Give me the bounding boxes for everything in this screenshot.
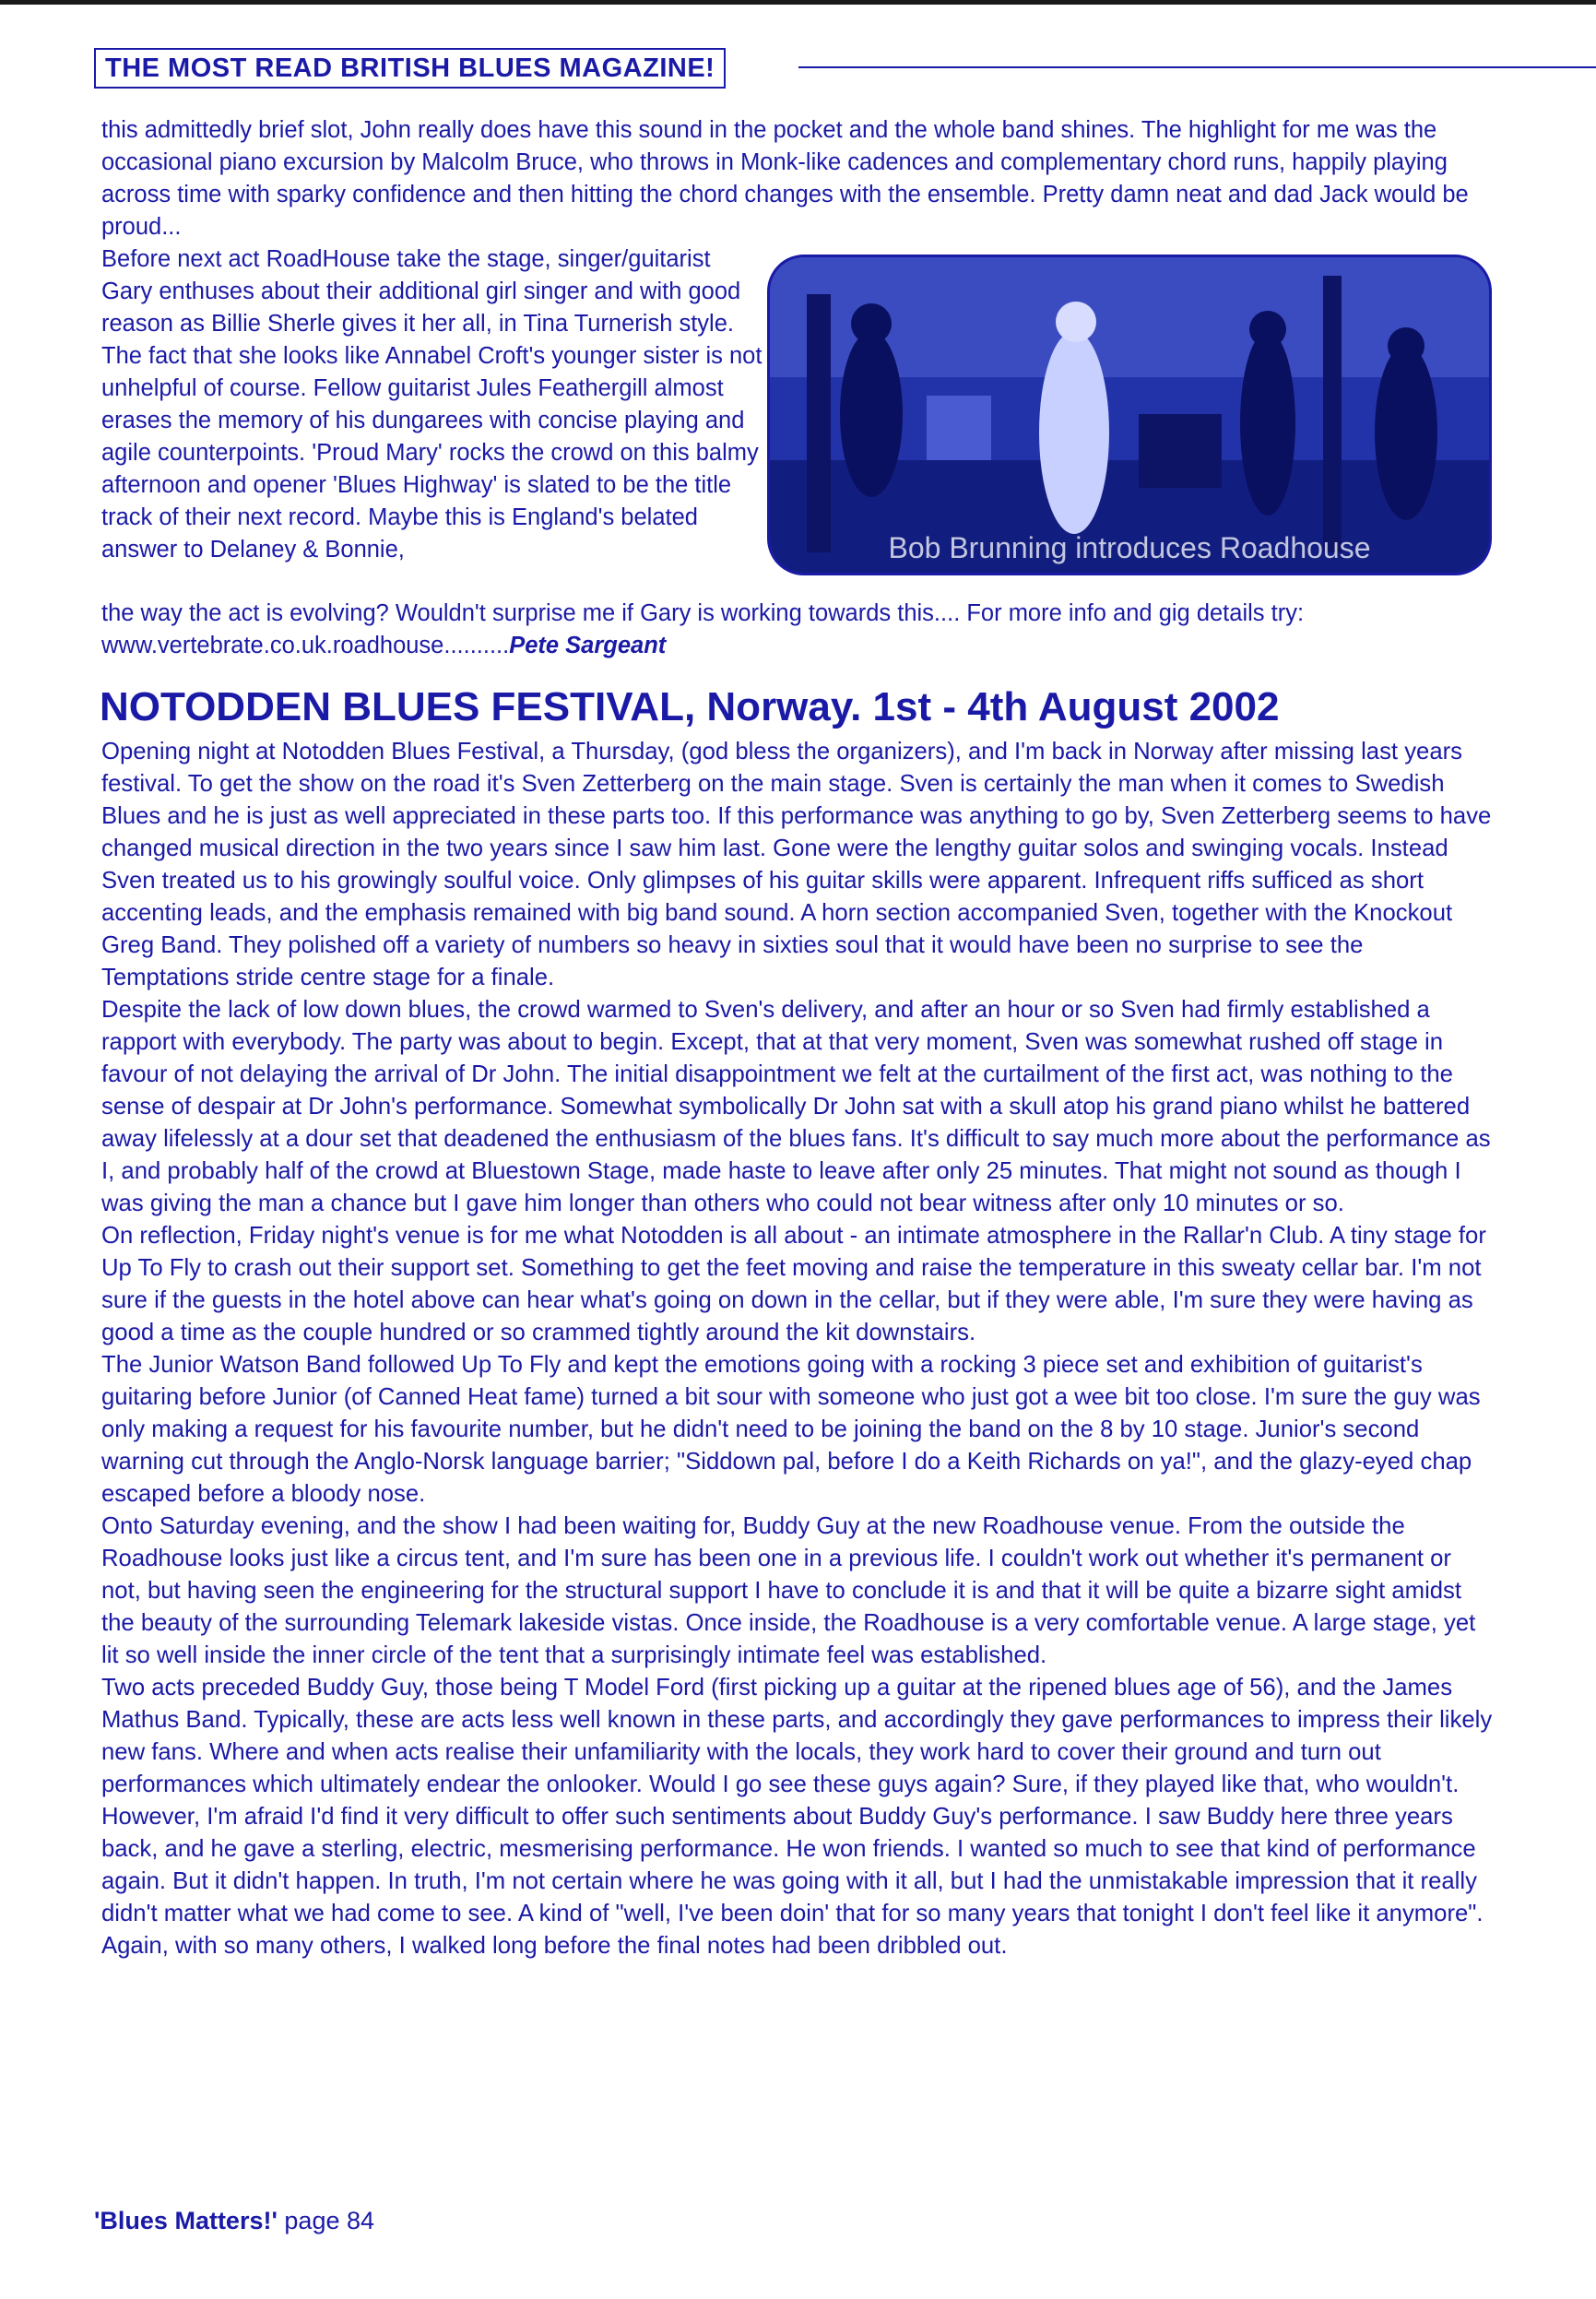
footer-magazine-name: 'Blues Matters!'	[94, 2207, 278, 2234]
article-paragraph: Onto Saturday evening, and the show I had been waiting for, Buddy Guy at the new Roadhouse venue. From the outside the Roadhouse looks just like a circus tent, and I'm sure has been one in a previous life. I couldn't work out whether it's permanent or not, but having seen the engineering for the structural support I have to conclude it is and that it will be quite a bizarre sight amidst the beauty of the surrounding Telemark lakeside vistas. Once inside, the Roadhouse is a very comfortable venue. A large stage, yet lit so well inside the inner circle of the tent that a surprisingly intimate feel was established.	[101, 1513, 1476, 1668]
intro-paragraph: this admittedly brief slot, John really does have this sound in the pocket and the whole band shines. The highlight for me was the occasional piano excursion by Malcolm Bruce, who throws in Monk-like cadences and complementary chord runs, happily playing across time with sparky confidence and then hitting the chord changes with the ensemble. Pretty damn neat and dad Jack would be proud...	[101, 117, 1469, 240]
roadhouse-closing-text: the way the act is evolving? Wouldn't surprise me if Gary is working towards this.... For more info and gig details try: www.vertebrate.co.uk.roadhouse..........	[101, 600, 1305, 658]
roadhouse-photo	[767, 255, 1492, 575]
article-paragraph: Two acts preceded Buddy Guy, those being T Model Ford (first picking up a guitar at the ripened blues age of 56), and the James Mathus Band. Typically, these are acts less well known in these parts, and accordingly they gave performances to impress their likely new fans. Where and when acts realise their unfamiliarity with the locals, they work hard to cover their ground and turn out performances which ultimately endear the onlooker. Would I go see these guys again? Sure, if they played like that, who wouldn't.	[101, 1675, 1493, 1797]
byline-author: Pete Sargeant	[509, 633, 667, 658]
article-paragraph: However, I'm afraid I'd find it very difficult to offer such sentiments about Buddy Guy's performance. I saw Buddy here three years back, and he gave a sterling, electric, mesmerising performance. He won friends. I wanted so much to see that kind of performance again. But it didn't happen. In truth, I'm not certain where he was going with it all, but I had the unmistakable impression that it really didn't matter what we had come to see. A kind of "well, I've been doin' that for so many years that tonight I don't feel like it anymore". Again, with so many others, I walked long before the final notes had been dribbled out.	[101, 1804, 1484, 1959]
article-headline: NOTODDEN BLUES FESTIVAL, Norway. 1st - 4th August 2002	[100, 684, 1280, 729]
photo-caption: Bob Brunning introduces Roadhouse	[888, 531, 1371, 564]
article-paragraph: The Junior Watson Band followed Up To Fly and kept the emotions going with a rocking 3 piece set and exhibition of guitarist's guitaring before Junior (of Canned Heat fame) turned a bit sour with someone who just got a wee bit too close. I'm sure the guy was only making a request for his favourite number, but he didn't need to be joining the band on the 8 by 10 stage. Junior's second warning cut through the Anglo-Norsk language barrier; "Siddown pal, before I do a Keith Richards on ya!", and the glazy-eyed chap escaped before a bloody nose.	[101, 1352, 1481, 1507]
page-footer	[94, 2207, 374, 2235]
article-body	[101, 736, 1494, 1962]
roadhouse-paragraph: Before next act RoadHouse take the stage, singer/guitarist Gary enthuses about their additional girl singer and with good reason as Billie Sherle gives it her all, in Tina Turnerish style. The fact that she looks like Annabel Croft's younger sister is not unhelpful of course. Fellow guitarist Jules Feathergill almost erases the memory of his dungarees with concise playing and agile counterpoints. 'Proud Mary' rocks the crowd on this balmy afternoon and opener 'Blues Highway' is slated to be the title track of their next record. Maybe this is England's belated answer to Delaney & Bonnie,	[101, 246, 763, 563]
masthead-box	[94, 48, 726, 89]
masthead-title: THE MOST READ BRITISH BLUES MAGAZINE!	[105, 53, 715, 83]
top-edge-rule	[0, 0, 1596, 5]
article-paragraph: On reflection, Friday night's venue is for me what Notodden is all about - an intimate atmosphere in the Rallar'n Club. A tiny stage for Up To Fly to crash out their support set. Something to get the feet moving and raise the temperature in this sweaty cellar bar. I'm not sure if the guests in the hotel above can hear what's going on down in the cellar, but if they were able, I'm sure they were having as good a time as the couple hundred or so crammed tightly around the kit downstairs.	[101, 1223, 1486, 1345]
roadhouse-paragraph-end	[101, 598, 1484, 662]
article-paragraph: Opening night at Notodden Blues Festival, a Thursday, (god bless the organizers), and I'm back in Norway after missing last years festival. To get the show on the road it's Sven Zetterberg on the main stage. Sven is certainly the man when it comes to Swedish Blues and he is just as well appreciated in these parts too. If this performance was anything to go by, Sven Zetterberg seems to have changed musical direction in the two years since I saw him last. Gone were the lengthy guitar solos and swinging vocals. Instead Sven treated us to his growingly soulful voice. Only glimpses of his guitar skills were apparent. Infrequent riffs sufficed as short accenting leads, and the emphasis remained with big band sound. A horn section accompanied Sven, together with the Knockout Greg Band. They polished off a variety of numbers so heavy in sixties soul that it would have been no surprise to see the Temptations stride centre stage for a finale.	[101, 739, 1492, 990]
footer-page-number: page 84	[284, 2207, 375, 2234]
masthead-rule	[798, 66, 1596, 68]
band-photo-illustration	[770, 257, 1489, 573]
article-paragraph: Despite the lack of low down blues, the crowd warmed to Sven's delivery, and after an hour or so Sven had firmly established a rapport with everybody. The party was about to begin. Except, that at that very moment, Sven was somewhat rushed off stage in favour of not delaying the arrival of Dr John. The initial disappointment we felt at the curtailment of the first act, was nothing to the sense of despair at Dr John's performance. Somewhat symbolically Dr John sat with a skull atop his grand piano whilst he battered away lifelessly at a dour set that deadened the enthusiasm of the blues fans. It's difficult to say much more about the performance as I, and probably half of the crowd at Bluestown Stage, made haste to leave after only 25 minutes. That might not sound as though I was giving the man a chance but I gave him longer than others who could not bear witness after only 10 minutes or so.	[101, 997, 1491, 1216]
